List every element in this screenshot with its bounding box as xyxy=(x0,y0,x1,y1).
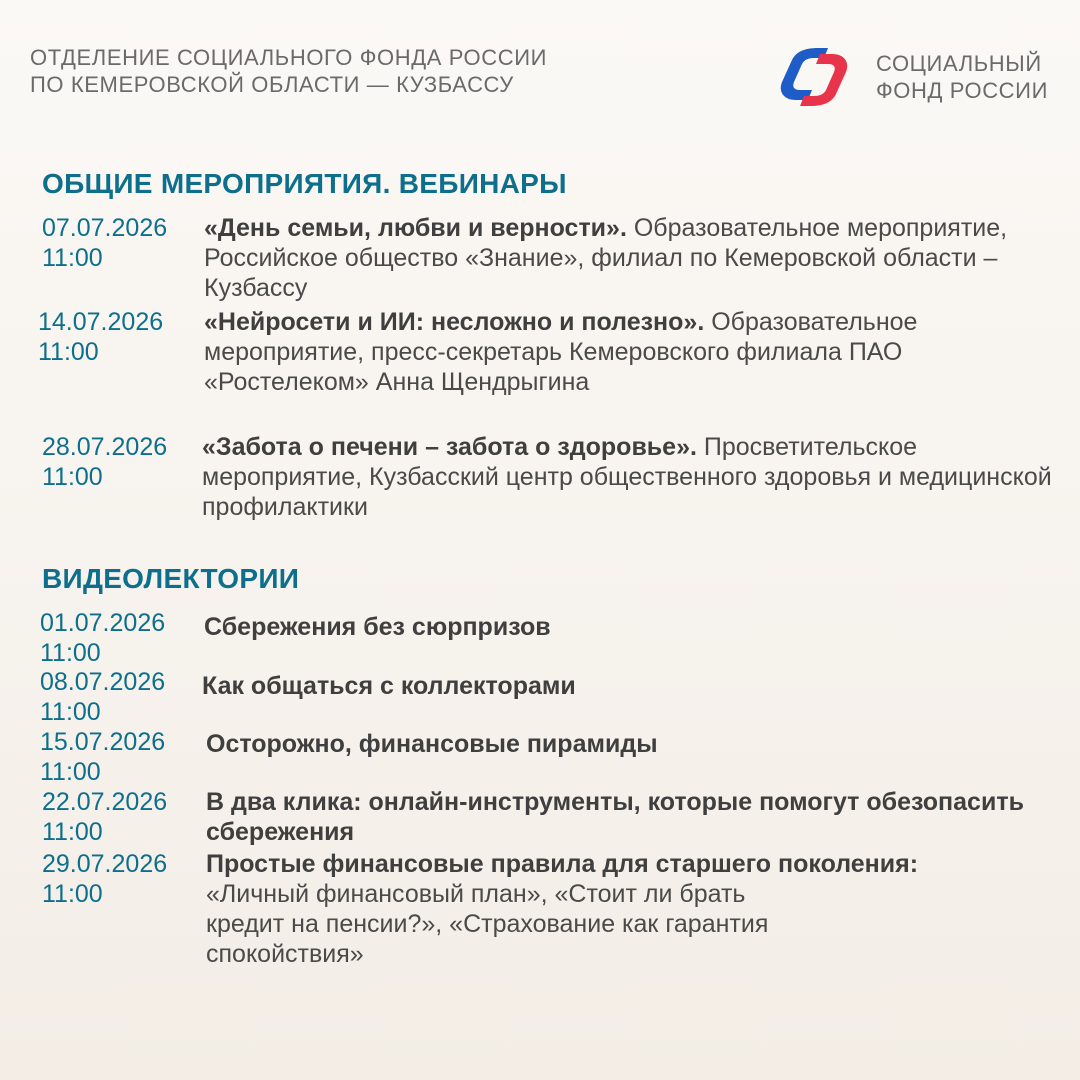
event-date: 01.07.2026 xyxy=(40,609,166,637)
event-title: «День семьи, любви и верности». xyxy=(204,214,627,242)
section-title-video-lectures: ВИДЕОЛЕКТОРИИ xyxy=(42,563,300,594)
event-time: 11:00 xyxy=(38,338,99,366)
organization-line-2: ПО КЕМЕРОВСКОЙ ОБЛАСТИ — КУЗБАССУ xyxy=(30,72,514,97)
event-date: 29.07.2026 xyxy=(42,850,168,878)
event-title: Сбережения без сюрпризов xyxy=(204,613,551,641)
brand-block xyxy=(774,42,1048,112)
event-title: Как общаться с коллекторами xyxy=(202,672,576,700)
event-date: 07.07.2026 xyxy=(42,214,168,242)
social-fund-logo-icon xyxy=(774,42,854,112)
event-time: 11:00 xyxy=(42,880,103,908)
event-date: 28.07.2026 xyxy=(42,433,168,461)
organization-name xyxy=(30,44,547,98)
event-time: 11:00 xyxy=(40,758,101,786)
brand-line-2: ФОНД РОССИИ xyxy=(875,78,1048,103)
event-time: 11:00 xyxy=(42,463,103,491)
event-time: 11:00 xyxy=(40,639,101,667)
event-date: 14.07.2026 xyxy=(38,308,164,336)
section-title-webinars: ОБЩИЕ МЕРОПРИЯТИЯ. ВЕБИНАРЫ xyxy=(42,168,567,199)
event-title: Осторожно, финансовые пирамиды xyxy=(206,730,658,758)
brand-line-1: СОЦИАЛЬНЫЙ xyxy=(875,51,1042,76)
event-description: Образовательное мероприятие, Российское общество «Знание», филиал по Кемеровской области – Кузбассу xyxy=(204,214,1008,302)
event-title: Простые финансовые правила для старшего поколения: xyxy=(206,850,919,878)
organization-line-1: ОТДЕЛЕНИЕ СОЦИАЛЬНОГО ФОНДА РОССИИ xyxy=(30,45,548,70)
event-time: 11:00 xyxy=(42,244,103,272)
event-date: 22.07.2026 xyxy=(42,788,168,816)
event-description: Просветительское мероприятие, Кузбасский центр общественного здоровья и медицинской профилактики xyxy=(202,433,1052,521)
event-description: «Личный финансовый план», «Стоит ли брать кредит на пенсии?», «Страхование как гарантия спокойствия» xyxy=(206,880,769,968)
event-date: 08.07.2026 xyxy=(40,668,166,696)
event-title: В два клика: онлайн-инструменты, которые помогут обезопасить сбережения xyxy=(206,788,1024,846)
event-title: «Нейросети и ИИ: несложно и полезно». xyxy=(204,308,705,336)
event-title: «Забота о печени – забота о здоровье». xyxy=(202,433,697,461)
event-description: Образовательное мероприятие, пресс-секретарь Кемеровского филиала ПАО «Ростелеком» Анна Щендрыгина xyxy=(204,308,918,396)
event-time: 11:00 xyxy=(42,818,103,846)
event-time: 11:00 xyxy=(40,698,101,726)
event-date: 15.07.2026 xyxy=(40,728,166,756)
